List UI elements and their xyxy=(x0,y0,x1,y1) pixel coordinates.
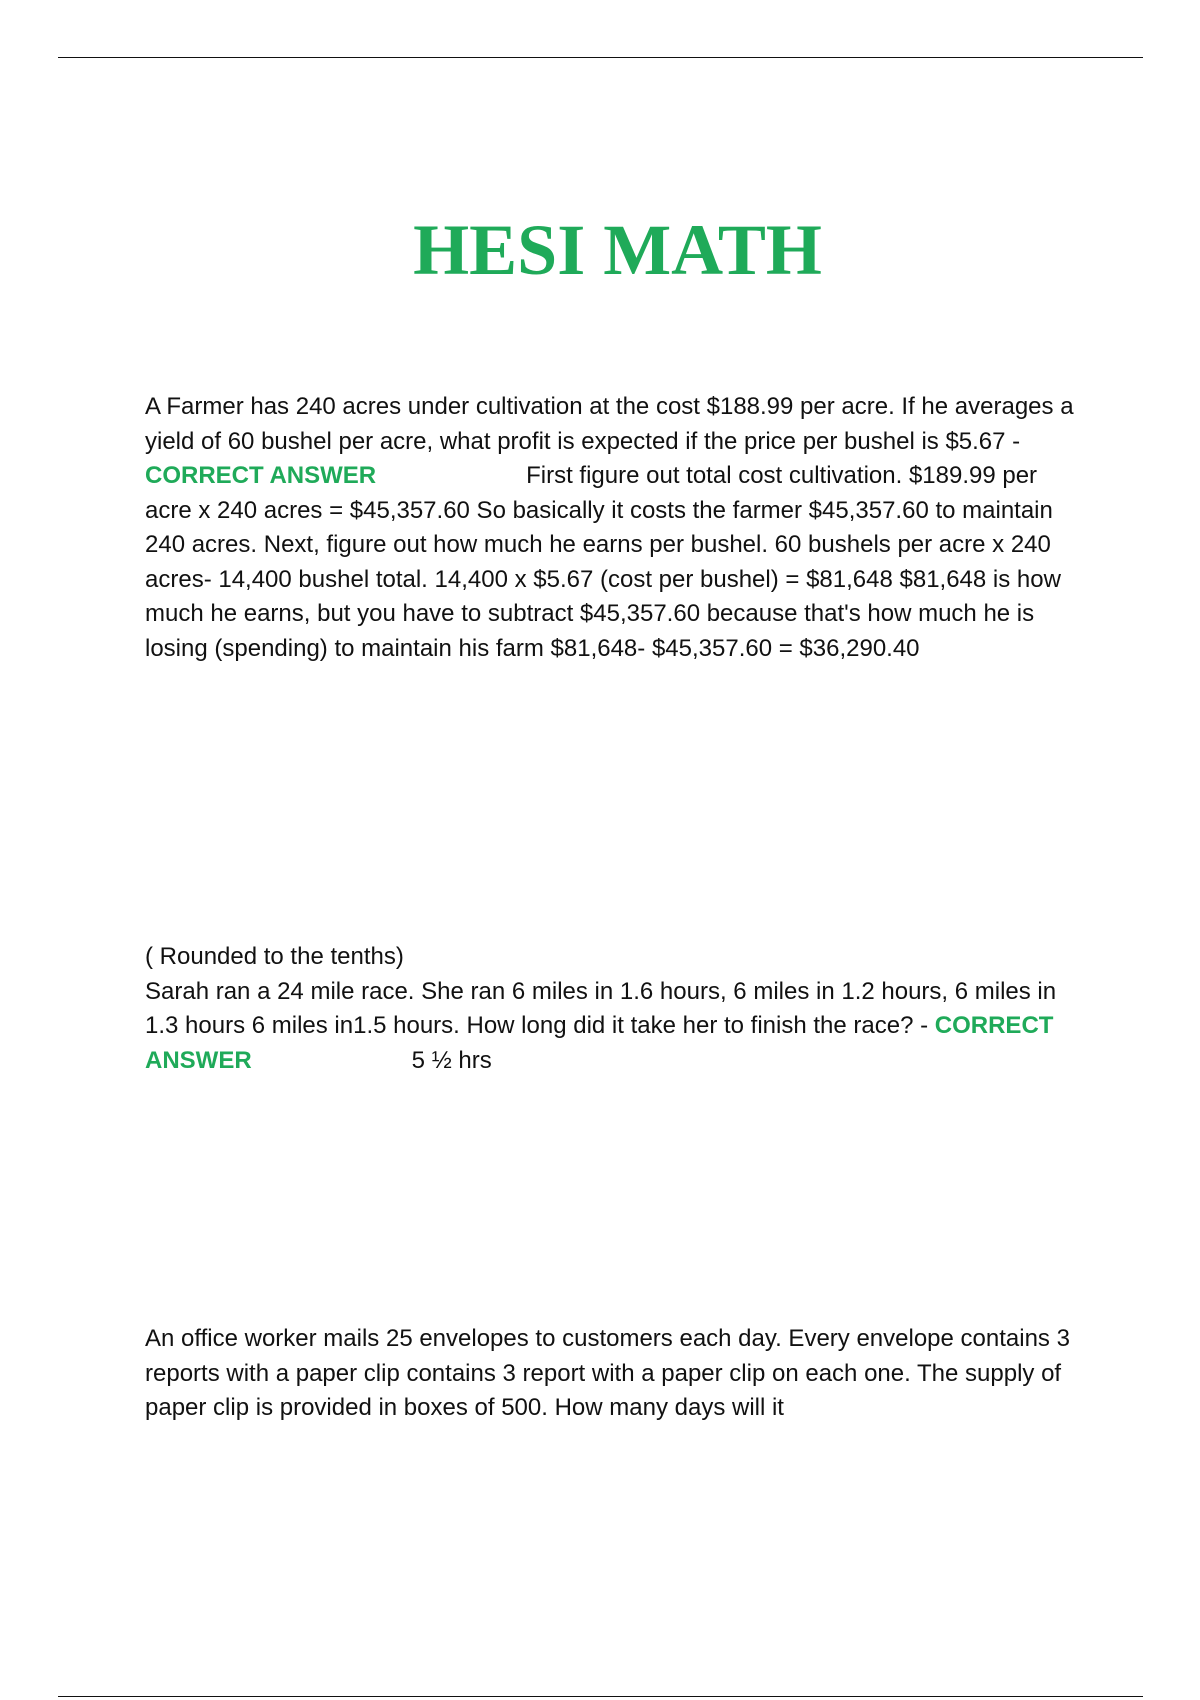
page-title: HESI MATH xyxy=(413,210,822,290)
question-block-2 xyxy=(145,940,1090,1078)
question-text-1: A Farmer has 240 acres under cultivation at the cost $188.99 per acre. If he averages a yield of 60 bushel per acre, what profit is expected if the price per bushel is $5.67 - xyxy=(145,393,1074,455)
question-text-3: An office worker mails 25 envelopes to customers each day. Every envelope contains 3 reports with a paper clip contains 3 report with a paper clip on each one. The supply of paper clip is provided in boxes of 500. How many days will it xyxy=(145,1325,1070,1421)
correct-answer-label-1: CORRECT ANSWER xyxy=(145,462,377,489)
question-text-2: Sarah ran a 24 mile race. She ran 6 miles in 1.6 hours, 6 miles in 1.2 hours, 6 miles in 1.3 hours 6 miles in1.5 hours. How long did it take her to finish the race? - xyxy=(145,977,1057,1039)
bottom-rule xyxy=(58,1696,1143,1697)
question-block-1 xyxy=(145,390,1090,666)
top-rule xyxy=(58,57,1143,58)
question-note-2: ( Rounded to the tenths) xyxy=(145,943,404,970)
question-paragraph-2 xyxy=(145,975,1090,1079)
question-block-3 xyxy=(145,1322,1090,1426)
answer-text-1: First figure out total cost cultivation. $189.99 per acre x 240 acres = $45,357.60 So basically it costs the farmer $45,357.60 to maintain 240 acres. Next, figure out how much he earns per bushel. 60 bushels per acre x 240 acres- 14,400 bushel total. 14,400 x $5.67 (cost per bushel) = $81,648 $81,648 is how much he earns, but you have to subtract $45,357.60 because that's how much he is losing (spending) to maintain his farm $81,648- $45,357.60 = $36,290.40 xyxy=(145,462,1061,662)
correct-answer-label-2: CORRECT ANSWER xyxy=(145,1012,1054,1074)
question-paragraph-1 xyxy=(145,390,1090,666)
answer-text-2: 5 ½ hrs xyxy=(411,1046,492,1074)
